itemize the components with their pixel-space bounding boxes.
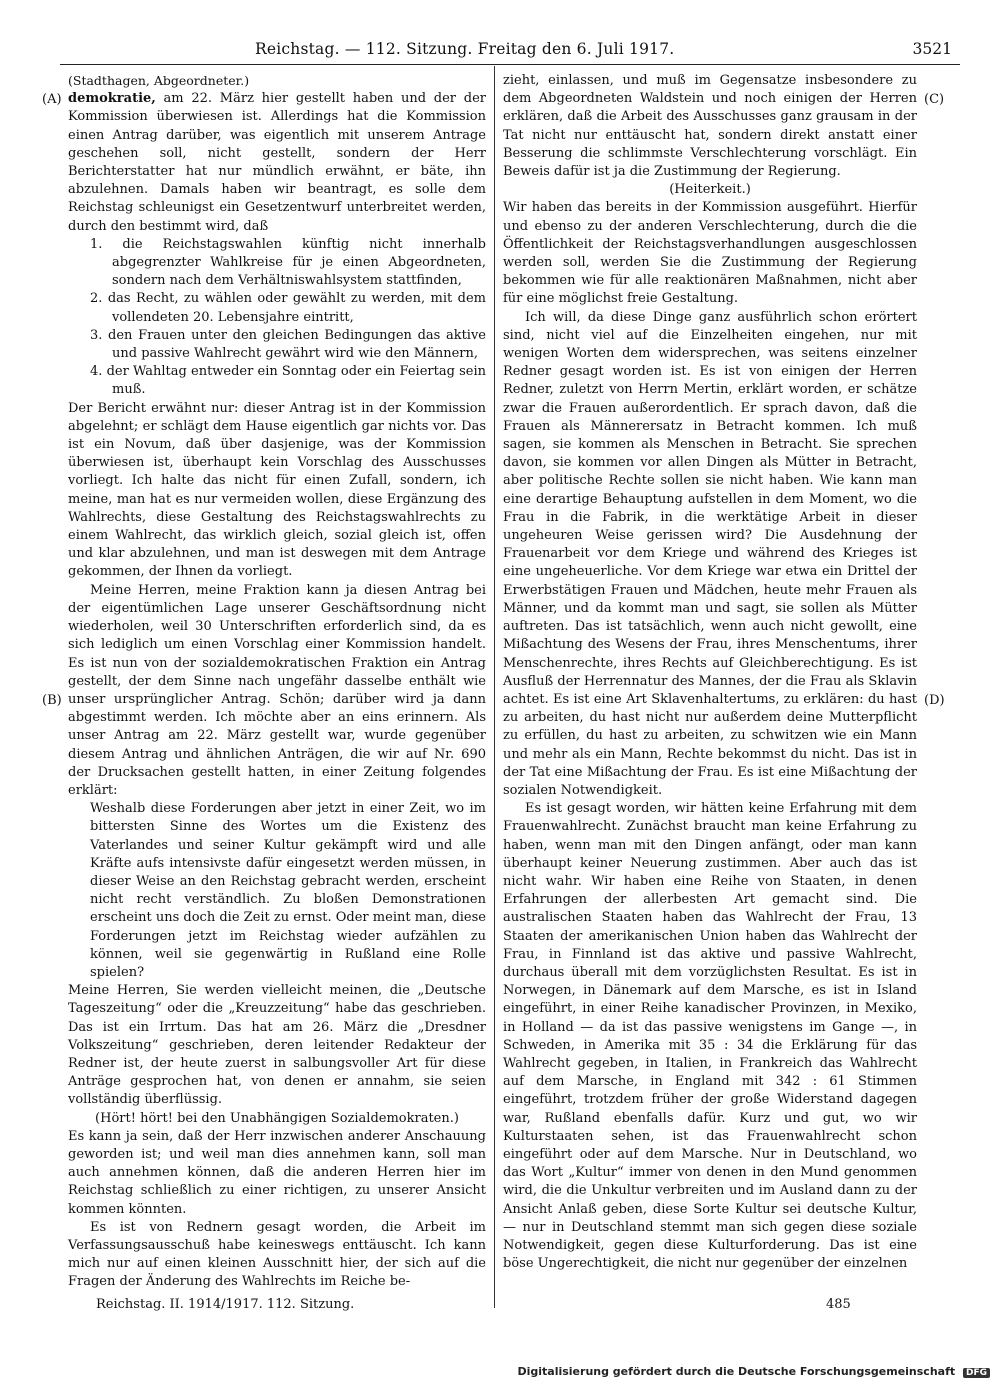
paragraph-text: Es ist gesagt worden, wir hätten keine Erfahrung mit dem Frauenwahlrecht. Zunächst braucht man keine Erfahrung zu haben, wenn man mit den Dingen anfängt, oder man kann überhaupt keiner Neuerung zustimmen. Aber auch das ist nicht wahr. Wir haben eine Reihe von Staaten, in denen Erfahrungen der allerbesten Art gemacht sind. Die australischen Staaten haben das Wahlrecht der Frau, 13 Staaten der amerikanischen Union haben das Wahlrecht der Frau, in Finnland ist das aktive und passive Wahlrecht, durchaus überall mit dem vorzüglichsten Resultat. Es ist in Norwegen, in Dänemark auf dem Marsche, es ist in Island eingeführt, in einer Reihe kanadischer Provinzen, in Mexiko, in Holland — da ist das passive wenigstens im Gange —, in Schweden, in Amerika mit 35 : 34 die Erklärung für das Wahlrecht gegeben, in Italien, in Frankreich das Wahlrecht auf dem Marsche, in England mit 342 : 61 Stimmen eingeführt, trotzdem früher der große Widerstand dagegen war, Rußland ebenfalls dafür. Kurz und gut, wo wir Kulturstaaten sehen, ist das Frauenwahlrecht schon eingeführt oder auf dem Marsche. Nur in Deutschland, wo das Wort „Kultur“ immer von denen in den Mund genommen wird, die die Unkultur verbreiten und im Ausland dann zu der Ansicht Anlaß geben, diese Sorte Kultur sei deutsche Kultur, — nur in Deutschland stemmt man sich gegen diese soziale Notwendigkeit, gegen diese Kulturforderung. Das ist eine böse Ungerechtigkeit, die nicht nur gegenüber der einzelnen — [503, 801, 917, 1272]
paragraph — [68, 72, 486, 90]
paragraph-text: Der Bericht erwähnt nur: dieser Antrag ist in der Kommission abgelehnt; er schlägt dem Hause eigentlich gar nichts vor. Das ist ein Novum, daß über dasjenige, was der Kommission überwiesen ist, überhaupt kein Vorschlag des Ausschusses vorliegt. Ich halte das nicht für einen Zufall, sondern, ich meine, man hat es nur vermeiden wollen, diese Ergänzung des Wahlrechts, diese Gestaltung des Reichstagswahlrechts zu einem Wahlrecht, das wirklich gleich, sozial gleich ist, offen und klar abzulehnen, und man ist deswegen mit dem Antrage gekommen, der Ihnen da vorliegt. — [68, 400, 486, 580]
paragraph — [68, 90, 486, 236]
paragraph — [503, 72, 917, 181]
margin-marker-a: (A) — [42, 92, 62, 107]
running-title: Reichstag. — 112. Sitzung. Freitag den 6. Juli 1917. — [255, 40, 675, 58]
paragraph-text: Meine Herren, meine Fraktion kann ja diesen Antrag bei der eigentümlichen Lage unserer Geschäftsordnung nicht wiederholen, weil 30 Unterschriften erforderlich sind, da es sich lediglich um einen Vorschlag einer Kommission handelt. Es ist nun von der sozialdemokratischen Fraktion ein Antrag gestellt, der dem Sinne nach ungefähr dasselbe enthält wie unser ursprünglicher Antrag. Schön; darüber wird ja dann abgestimmt werden. Ich möchte aber an eins erinnern. Als unser Antrag am 22. März gestellt war, wurde gegenüber diesem Antrag und ähnlichen Anträgen, die wir auf Nr. 690 der Drucksachen gestellt hatten, in einer Zeitung folgendes erklärt: — [68, 582, 486, 798]
credit-text: Digitalisierung gefördert durch die Deutsche Forschungsgemeinschaft — [517, 1365, 956, 1378]
paragraph-text: zieht, einlassen, und muß im Gegensatze insbesondere zu dem Abgeordneten Waldstein und noch einigen der Herren erklären, daß die Arbeit des Ausschusses ganz grausam in der Tat nicht nur enttäuscht hat, sondern direkt anstatt einer Besserung die schlimmste Verschlechterung vorschlägt. Ein Beweis dafür ist ja die Zustimmung der Regierung. — [503, 73, 917, 180]
column-divider — [494, 66, 495, 1308]
right-column — [503, 72, 917, 1273]
margin-marker-b: (B) — [42, 693, 62, 708]
paragraph — [503, 800, 917, 1273]
dfg-logo: DFG — [963, 1368, 990, 1378]
paragraph — [68, 327, 486, 363]
paragraph — [68, 800, 486, 982]
paragraph-text: 1. die Reichstagswahlen künftig nicht innerhalb abgegrenzter Wahlkreise für je einen Abgeordneten, sondern nach dem Verhältniswahlsystem stattfinden, — [90, 236, 486, 289]
paragraph-text: Weshalb diese Forderungen aber jetzt in einer Zeit, wo im bittersten Sinne des Wortes um die Existenz des Vaterlandes und seiner Kultur gekämpft wird und alle Kräfte aufs intensivste dafür eingesetzt werden müssen, in dieser Weise an den Reichstag gebracht werden, erscheint nicht recht verständlich. Zu bloßen Demonstrationen erscheint uns doch die Zeit zu ernst. Oder meint man, diese Forderungen jetzt im Reichstag wieder aufzählen zu können, weil sie gegenwärtig in Rußland eine Rolle spielen? — [90, 801, 486, 980]
digitization-credit — [517, 1365, 990, 1378]
paragraph — [68, 1128, 486, 1219]
paragraph — [68, 982, 486, 1109]
paragraph — [68, 582, 486, 800]
paragraph-text: Meine Herren, Sie werden vielleicht meinen, die „Deutsche Tageszeitung“ oder die „Kreuzzeitung“ habe das geschrieben. Das ist ein Irrtum. Das hat am 26. März die „Dresdner Volkszeitung“ geschrieben, deren leitender Redakteur der Redner ist, der heute zuerst in salbungsvoller Art für diese Anträge gesprochen hat, von denen er annahm, sie seien vollständig überflüssig. — [68, 983, 486, 1108]
left-column — [68, 72, 486, 1292]
paragraph — [68, 236, 486, 291]
page-number: 3521 — [912, 40, 952, 58]
paragraph-text: (Hört! hört! bei den Unabhängigen Sozialdemokraten.) — [95, 1110, 459, 1126]
paragraph — [68, 1219, 486, 1292]
margin-marker-d: (D) — [924, 693, 945, 708]
paragraph-text: 2. das Recht, zu wählen oder gewählt zu werden, mit dem vollendeten 20. Lebensjahre eintritt, — [90, 291, 486, 325]
paragraph-text: Ich will, da diese Dinge ganz ausführlich schon erörtert sind, nicht viel auf die Einzelheiten eingehen, nur mit wenigen Worten dem widersprechen, was seitens einzelner Redner gesagt worden ist. Es ist von einigen der Herren Redner, zuletzt von Herrn Mertin, erklärt worden, er schätze zwar die Frauen außerordentlich. Er sprach davon, daß die Frauen als Männerersatz in Betracht kommen. Ich muß sagen, sie kommen als Menschen in Betracht. Sie sprechen davon, sie kommen vor allen Dingen als Mütter in Betracht, aber politische Rechte sollen sie nicht haben. Wie kann man eine derartige Behauptung aufstellen in dem Moment, wo die Frau in die Fabrik, in die werktätige Arbeit in dieser ungeheuren Weise gerissen wird? Die Ausdehnung der Frauenarbeit vor dem Kriege und während des Krieges ist eine ungeheuerliche. Vor dem Kriege war etwa ein Drittel der Erwerbstätigen Frauen und Mädchen, heute mehr Frauen als Männer, und da kommt man und sagt, sie sollen als Mütter auftreten. Das ist tatsächlich, wenn auch nicht gewollt, eine Mißachtung des Wesens der Frau, ihres Menschentums, ihrer Menschenrechte, ihres Rechts auf Gleichberechtigung. Es ist Ausfluß der Herrennatur des Mannes, der die Frau als Sklavin achtet. Es ist eine Art Sklavenhaltertums, zu erklären: du hast zu arbeiten, du hast nicht nur außerdem deine Mutterpflicht zu erfüllen, du hast zu arbeiten, zu schwitzen wie ein Mann und mehr als ein Mann, Rechte bekommst du nicht. Das ist in der Tat eine Mißachtung der Frau. Es ist eine Mißachtung der sozialen Notwendigkeit. — [503, 309, 917, 798]
running-header — [60, 38, 960, 65]
paragraph-text: Es kann ja sein, daß der Herr inzwischen anderer Anschauung geworden ist; und weil man dies annehmen kann, soll man auch annehmen können, daß die anderen Herren hier im Reichstag schließlich zu einer richtigen, zu unserer Ansicht kommen könnten. — [68, 1128, 486, 1217]
paragraph-text: (Stadthagen, Abgeordneter.) — [68, 73, 250, 88]
paragraph — [68, 1110, 486, 1128]
paragraph — [68, 400, 486, 582]
paragraph-text: 4. der Wahltag entweder ein Sonntag oder ein Feiertag sein muß. — [90, 364, 486, 398]
paragraph-text: Wir haben das bereits in der Kommission ausgeführt. Hierfür und ebenso zu der anderen Verschlechterung, durch die die Öffentlichkeit der Reichstagsverhandlungen ausgeschlossen werden soll, werden Sie die Zustimmung der Regierung bekommen wie für alle reaktionären Maßnahmen, nicht aber für eine möglichst freie Gestaltung. — [503, 200, 917, 307]
paragraph — [503, 199, 917, 308]
paragraph-text: (Heiterkeit.) — [669, 182, 751, 198]
paragraph-lead: demokratie, — [68, 91, 156, 107]
paragraph — [68, 363, 486, 399]
footer-citation: Reichstag. II. 1914/1917. 112. Sitzung. — [96, 1297, 355, 1312]
paragraph — [68, 290, 486, 326]
paragraph-text: 3. den Frauen unter den gleichen Bedingungen das aktive und passive Wahlrecht gewährt wird wie den Männern, — [90, 327, 486, 362]
paragraph-text: Es ist von Rednern gesagt worden, die Arbeit im Verfassungsausschuß habe keineswegs enttäuscht. Ich kann mich nur auf einen kleinen Ausschnitt hier, der sich auf die Fragen der Änderung des Wahlrechts im Reiche be- — [68, 1219, 486, 1290]
paragraph-text: am 22. März hier gestellt haben und der der Kommission überwiesen ist. Allerdings hat die Kommission einen Antrag darüber, was eigentlich mit unserem Antrage geschehen soll, nicht gestellt, sondern der Herr Berichterstatter hat nur mündlich erwähnt, er bäte, ihn abzulehnen. Damals haben wir beantragt, es solle dem Reichstag schleunigst ein Gesetzentwurf unterbreitet werden, durch den bestimmt wird, daß — [68, 91, 486, 234]
sheet-number: 485 — [826, 1297, 851, 1312]
paragraph — [503, 309, 917, 800]
paragraph — [503, 181, 917, 199]
margin-marker-c: (C) — [924, 92, 945, 107]
